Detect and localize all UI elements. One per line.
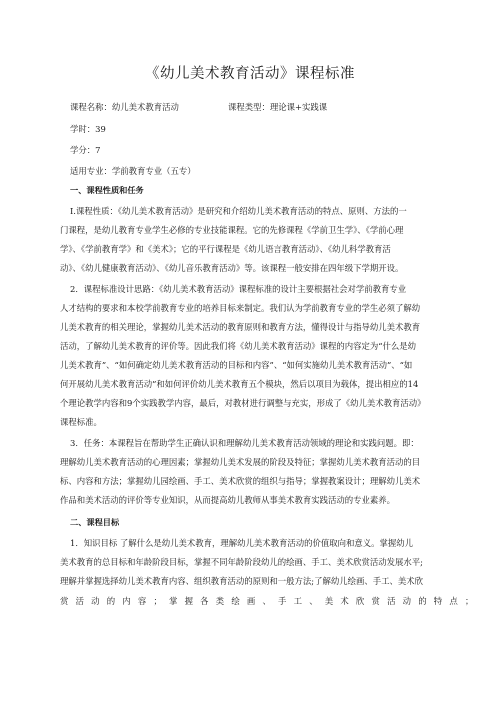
paragraph-line: I.课程性质：《幼儿美术教育活动》是研究和介绍幼儿美术教育活动的特点、原则、方法的一 [70, 206, 407, 216]
paragraph-line: 儿美术教育的相关理论，掌握幼儿美术活动的教育原则和教育方法，懂得设计与指导幼儿美术教育 [60, 322, 421, 332]
paragraph-line: 理解并掌握选择幼儿美术教育内容、组织教育活动的原则和一般方法;了解幼儿绘画、手工、美术欣 [60, 576, 423, 586]
paragraph-line: 美术教育的总目标和年龄阶段目标，掌握不同年龄阶段幼儿的绘画、手工、美术欣赏活动发展水平; [60, 557, 423, 567]
paragraph-line: 活动，了解幼儿美术教育的评价等。因此我们将《幼儿美术教育活动》课程的内容定为“什么是幼 [60, 341, 417, 351]
paragraph-line: 作品和美术活动的评价等专业知识，从而提高幼儿教师从事美术教育实践活动的专业素养。 [60, 495, 395, 505]
document-title: 《幼儿美术教育活动》课程标准 [145, 66, 355, 82]
paragraph-line: 门课程，是幼儿教育专业学生必修的专业技能课程。它的先修课程《学前卫生学》、《学前心理 [60, 225, 404, 235]
paragraph-line: 动》、《幼儿健康教育活动》、《幼儿音乐教育活动》等。该课程一般安排在四年级下学期开设。 [60, 263, 404, 273]
course-name: 课程名称：幼儿美术教育活动 [70, 102, 179, 112]
paragraph-line: 3．任务：本课程旨在帮助学生正确认识和理解幼儿美术教育活动领域的理论和实践问题。即： [70, 438, 419, 448]
paragraph-line: 理解幼儿美术教育活动的心理因素；掌握幼儿美术发展的阶段及特征；掌握幼儿美术教育活动的目 [60, 457, 421, 467]
paragraph-line: 人才结构的要求和本校学前教育专业的培养目标来制定。我们认为学前教育专业的学生必须了解幼 [60, 303, 421, 313]
applicable-major: 适用专业：学前教育专业（五专） [70, 166, 196, 176]
section-heading-2: 二、课程目标 [70, 517, 120, 527]
paragraph-line: 学》、《学前教育学》和《美术》；它的平行课程是《幼儿语言教育活动》、《幼儿科学教育活 [60, 244, 391, 254]
paragraph-line: 课程标准。 [60, 417, 102, 427]
paragraph-line: 何开展幼儿美术教育活动”和如何评价幼儿美术教育五个模块，然后以项目为载体，提出相应的14 [60, 379, 419, 389]
course-credits: 学分：7 [70, 145, 101, 155]
course-type: 课程类型：理论课+实践课 [228, 102, 328, 112]
paragraph-line: 标、内容和方法；掌握幼儿园绘画、手工、美术欣赏的组织与指导；掌握教案设计；理解幼儿美术 [60, 476, 421, 486]
paragraph-line: 个理论教学内容和9个实践教学内容，最后，对教材进行调整与充实，形成了《幼儿美术教育活动》 [60, 398, 426, 408]
course-hours: 学时：39 [70, 124, 106, 134]
paragraph-line: 2．课程标准设计思路：《幼儿美术教育活动》课程标准的设计主要根据社会对学前教育专业 [70, 284, 407, 294]
paragraph-line: 赏活动的内容；掌握各类绘画、手工、美术欣赏活动的特点； [60, 596, 481, 606]
section-heading-1: 一、课程性质和任务 [70, 185, 144, 195]
paragraph-line: 儿美术教育”、“如何确定幼儿美术教育活动的目标和内容”、“如何实施幼儿美术教育活动”、“如 [60, 360, 413, 370]
paragraph-line: 1．知识目标 了解什么是幼儿美术教育，理解幼儿美术教育活动的价值取向和意义。掌握幼儿 [70, 538, 413, 548]
